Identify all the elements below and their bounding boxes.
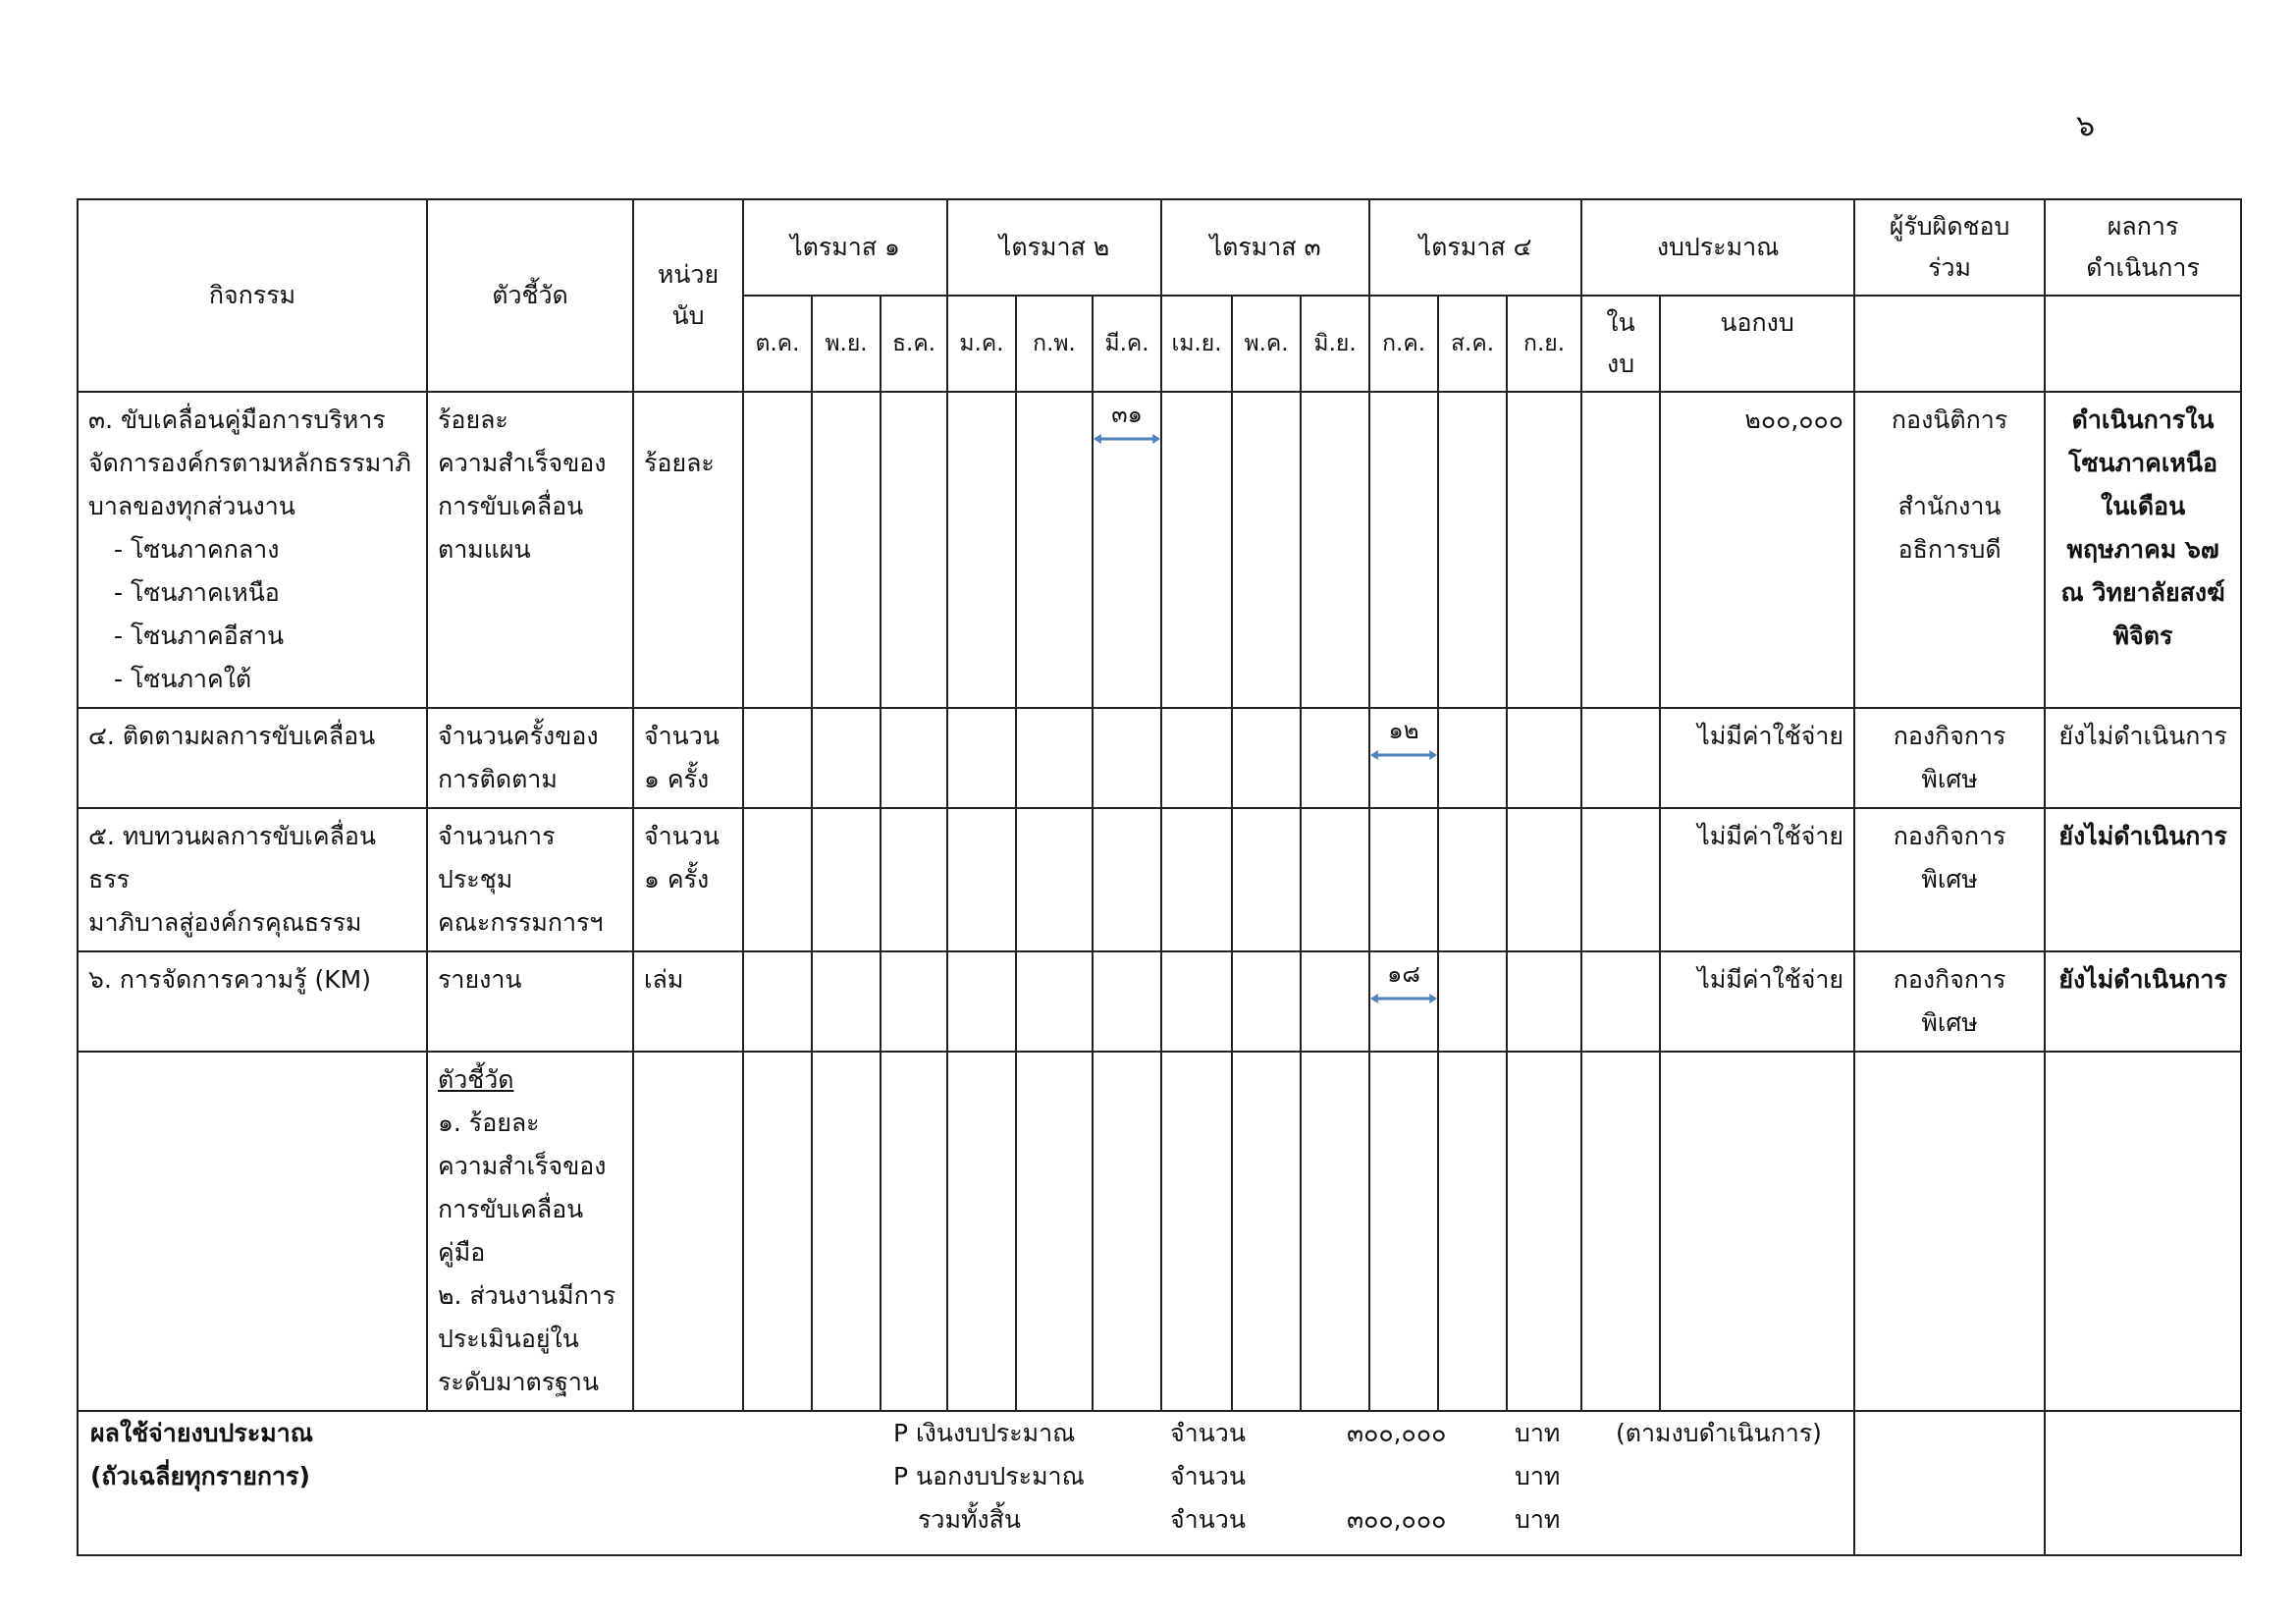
indicator-summary-row (78, 1052, 2241, 1411)
co-responsible-line: พิเศษ (1921, 765, 1978, 793)
month-cell (1016, 951, 1093, 1052)
header-quarter-4: ไตรมาส ๔ (1369, 199, 1581, 296)
unit-cell (633, 951, 743, 1052)
co-responsible-line: สำนักงาน (1897, 492, 2002, 520)
activity-cell (78, 951, 427, 1052)
header-unit-line: นับ (671, 301, 705, 330)
header-month: พ.ค. (1232, 296, 1301, 392)
indicator-line: ตามแผน (438, 535, 531, 564)
result-line: ในเดือน (2100, 492, 2186, 520)
activity-line: ๔. ติดตามผลการขับเคลื่อน (88, 722, 376, 750)
header-in-budget-line: ใน (1606, 308, 1635, 337)
schedule-arrow-icon (1370, 992, 1437, 1005)
month-cell (812, 808, 881, 951)
month-cell (1438, 951, 1507, 1052)
month-cell (1438, 708, 1507, 808)
out-budget-cell: ไม่มีค่าใช้จ่าย (1660, 951, 1854, 1052)
month-cell (1369, 708, 1438, 808)
out-budget-cell: ไม่มีค่าใช้จ่าย (1660, 808, 1854, 951)
month-cell (1016, 708, 1093, 808)
result-cell (2045, 951, 2241, 1052)
activity-plan-table (77, 198, 2242, 1556)
header-co-blank (1854, 296, 2045, 392)
unit-line: ๑ ครั้ง (644, 765, 710, 793)
header-month: ม.ค. (947, 296, 1016, 392)
co-responsible-line: กองกิจการ (1893, 965, 2006, 994)
blank-cell (881, 1052, 947, 1411)
blank-cell (1369, 1052, 1438, 1411)
result-line: โซนภาคเหนือ (2068, 449, 2217, 477)
result-line: ยังไม่ดำเนินการ (2058, 722, 2227, 750)
co-responsible-line: กองกิจการ (1893, 722, 2006, 750)
budget-line-name: รวมทั้งสิ้น (918, 1505, 1021, 1534)
month-cell (1301, 808, 1369, 951)
header-month: มิ.ย. (1301, 296, 1369, 392)
month-cell (1093, 951, 1161, 1052)
indicator-summary-cell (427, 1052, 633, 1411)
header-month: ก.ย. (1507, 296, 1581, 392)
month-cell (1507, 392, 1581, 708)
indicator-cell (427, 808, 633, 951)
blank-cell (1660, 1052, 1854, 1411)
budget-line-name: P นอกงบประมาณ (893, 1462, 1085, 1490)
blank-cell (1507, 1052, 1581, 1411)
indicator-cell (427, 951, 633, 1052)
indicator-cell (427, 708, 633, 808)
month-cell (1016, 392, 1093, 708)
schedule-day-label: ๑๘ (1387, 960, 1420, 988)
co-responsible-line: กองนิติการ (1891, 406, 2008, 434)
month-cell (1369, 951, 1438, 1052)
month-cell (1369, 808, 1438, 951)
blank-cell (1581, 1052, 1660, 1411)
result-cell (2045, 808, 2241, 951)
blank-cell (1301, 1052, 1369, 1411)
header-in-budget (1581, 296, 1660, 392)
header-month: ธ.ค. (881, 296, 947, 392)
month-cell (881, 708, 947, 808)
blank-cell (78, 1052, 427, 1411)
indicator-line: จำนวนการ (438, 822, 556, 850)
blank-cell (1854, 1411, 2045, 1555)
month-cell (1301, 951, 1369, 1052)
co-responsible-line: พิเศษ (1921, 865, 1978, 893)
result-line: พฤษภาคม ๖๗ (2066, 535, 2219, 564)
blank-cell (633, 1052, 743, 1411)
month-cell (743, 708, 812, 808)
indicator-line: ร้อยละ (438, 406, 508, 434)
header-quarter-1: ไตรมาส ๑ (743, 199, 947, 296)
indicator-summary-line: คู่มือ (438, 1238, 486, 1267)
header-month: มี.ค. (1093, 296, 1161, 392)
blank-cell (1016, 1052, 1093, 1411)
activity-line: ๓. ขับเคลื่อนคู่มือการบริหาร (88, 406, 386, 434)
header-result (2045, 199, 2241, 296)
budget-line-unit: บาท (1515, 1505, 1561, 1534)
table-row (78, 392, 2241, 708)
month-cell (1016, 808, 1093, 951)
unit-cell (633, 392, 743, 708)
month-cell (1301, 392, 1369, 708)
month-cell (1507, 808, 1581, 951)
blank-cell (2045, 1052, 2241, 1411)
activity-line: - โซนภาคอีสาน (114, 622, 285, 650)
indicator-cell (427, 392, 633, 708)
month-cell (947, 808, 1016, 951)
out-budget-cell: ๒๐๐,๐๐๐ (1660, 392, 1854, 708)
header-indicator: ตัวชี้วัด (427, 199, 633, 392)
table-row (78, 951, 2241, 1052)
budget-line-amount: ๓๐๐,๐๐๐ (1347, 1419, 1447, 1447)
month-cell (1232, 951, 1301, 1052)
co-responsible-line: กองกิจการ (1893, 822, 2006, 850)
budget-line-note: (ตามงบดำเนินการ) (1616, 1419, 1822, 1447)
result-line: ยังไม่ดำเนินการ (2058, 822, 2227, 850)
activity-line: - โซนภาคใต้ (114, 665, 252, 693)
header-result-line: ดำเนินการ (2086, 253, 2200, 282)
header-month: ส.ค. (1438, 296, 1507, 392)
schedule-day-label: ๓๑ (1111, 401, 1143, 428)
month-cell (1438, 808, 1507, 951)
indicator-summary-line: ความสำเร็จของ (438, 1152, 607, 1180)
month-cell (1093, 808, 1161, 951)
header-activity: กิจกรรม (78, 199, 427, 392)
header-co-responsible (1854, 199, 2045, 296)
indicator-line: จำนวนครั้งของ (438, 722, 599, 750)
month-cell (743, 808, 812, 951)
budget-summary-label: ผลใช้จ่ายงบประมาณ (90, 1419, 313, 1447)
result-line: พิจิตร (2112, 622, 2173, 650)
month-cell (881, 808, 947, 951)
schedule-arrow-icon (1370, 748, 1437, 762)
activity-line: - โซนภาคกลาง (114, 535, 280, 564)
header-unit (633, 199, 743, 392)
indicator-line: ความสำเร็จของ (438, 449, 607, 477)
indicator-summary-line: การขับเคลื่อน (438, 1195, 584, 1223)
indicator-line: คณะกรรมการฯ (438, 908, 604, 937)
month-cell (743, 392, 812, 708)
month-cell (1161, 392, 1232, 708)
unit-line: ร้อยละ (644, 449, 715, 477)
budget-line-word: จำนวน (1170, 1462, 1246, 1490)
month-cell (1507, 708, 1581, 808)
month-cell (812, 392, 881, 708)
header-in-budget-line: งบ (1607, 350, 1635, 378)
header-quarter-3: ไตรมาส ๓ (1161, 199, 1369, 296)
budget-summary-row (78, 1411, 2241, 1555)
blank-cell (1093, 1052, 1161, 1411)
in-budget-cell (1581, 708, 1660, 808)
activity-line: จัดการองค์กรตามหลักธรรมาภิ (88, 449, 411, 477)
blank-cell (1232, 1052, 1301, 1411)
header-result-blank (2045, 296, 2241, 392)
budget-line-amount: ๓๐๐,๐๐๐ (1347, 1505, 1447, 1534)
blank-cell (2045, 1411, 2241, 1555)
result-line: ณ วิทยาลัยสงฆ์ (2060, 578, 2225, 607)
activity-cell (78, 808, 427, 951)
activity-line: - โซนภาคเหนือ (114, 578, 280, 607)
in-budget-cell (1581, 392, 1660, 708)
indicator-summary-line: ประเมินอยู่ใน (438, 1325, 579, 1353)
budget-line-unit: บาท (1515, 1462, 1561, 1490)
result-line: ยังไม่ดำเนินการ (2058, 965, 2227, 994)
month-cell (812, 951, 881, 1052)
activity-line: บาลของทุกส่วนงาน (88, 492, 295, 520)
unit-line: จำนวน (644, 722, 720, 750)
indicator-summary-line: ๒. ส่วนงานมีการ (438, 1281, 616, 1310)
blank-cell (1438, 1052, 1507, 1411)
header-result-line: ผลการ (2107, 212, 2179, 241)
month-cell (947, 951, 1016, 1052)
indicator-line: การติดตาม (438, 765, 558, 793)
activity-line: ๕. ทบทวนผลการขับเคลื่อนธรร (88, 822, 376, 893)
co-responsible-cell (1854, 951, 2045, 1052)
month-cell (1232, 808, 1301, 951)
header-month: พ.ย. (812, 296, 881, 392)
budget-line-word: จำนวน (1170, 1505, 1246, 1534)
co-responsible-cell (1854, 708, 2045, 808)
header-month: ก.พ. (1016, 296, 1093, 392)
month-cell (1093, 392, 1161, 708)
budget-line-unit: บาท (1515, 1419, 1561, 1447)
activity-line: มาภิบาลสู่องค์กรคุณธรรม (88, 908, 362, 937)
indicator-line: การขับเคลื่อน (438, 492, 584, 520)
indicator-summary-line: ระดับมาตรฐาน (438, 1368, 600, 1396)
unit-line: จำนวน (644, 822, 720, 850)
indicator-summary-title: ตัวชี้วัด (438, 1065, 514, 1094)
month-cell (1369, 392, 1438, 708)
month-cell (1232, 708, 1301, 808)
co-responsible-line: อธิการบดี (1897, 535, 2002, 564)
activity-cell (78, 392, 427, 708)
blank-cell (1161, 1052, 1232, 1411)
out-budget-cell: ไม่มีค่าใช้จ่าย (1660, 708, 1854, 808)
blank-cell (743, 1052, 812, 1411)
unit-cell (633, 808, 743, 951)
budget-summary-label: (ถัวเฉลี่ยทุกรายการ) (90, 1462, 310, 1490)
in-budget-cell (1581, 951, 1660, 1052)
budget-summary-cell (78, 1411, 1854, 1555)
header-co-line: ผู้รับผิดชอบ (1889, 212, 2010, 241)
month-cell (1438, 392, 1507, 708)
month-cell (1301, 708, 1369, 808)
month-cell (1161, 808, 1232, 951)
month-cell (1507, 951, 1581, 1052)
unit-line: ๑ ครั้ง (644, 865, 710, 893)
co-responsible-cell (1854, 392, 2045, 708)
table-row (78, 808, 2241, 951)
header-quarter-2: ไตรมาส ๒ (947, 199, 1161, 296)
month-cell (1161, 951, 1232, 1052)
indicator-summary-line: ๑. ร้อยละ (438, 1109, 540, 1137)
month-cell (947, 708, 1016, 808)
activity-line: ๖. การจัดการความรู้ (KM) (88, 965, 371, 994)
indicator-line: รายงาน (438, 965, 522, 994)
header-budget: งบประมาณ (1581, 199, 1854, 296)
month-cell (1093, 708, 1161, 808)
co-responsible-line: พิเศษ (1921, 1008, 1978, 1037)
in-budget-cell (1581, 808, 1660, 951)
unit-cell (633, 708, 743, 808)
page-number: ๖ (2076, 109, 2096, 143)
unit-line (644, 399, 732, 442)
activity-cell (78, 708, 427, 808)
month-cell (1161, 708, 1232, 808)
result-cell (2045, 392, 2241, 708)
header-out-budget: นอกงบ (1660, 296, 1854, 392)
blank-cell (812, 1052, 881, 1411)
header-month: เม.ย. (1161, 296, 1232, 392)
blank-cell (1854, 1052, 2045, 1411)
schedule-arrow-icon (1094, 432, 1160, 446)
budget-line-word: จำนวน (1170, 1419, 1246, 1447)
header-month: ต.ค. (743, 296, 812, 392)
table-row (78, 708, 2241, 808)
result-cell (2045, 708, 2241, 808)
month-cell (812, 708, 881, 808)
month-cell (1232, 392, 1301, 708)
header-month: ก.ค. (1369, 296, 1438, 392)
result-line: ดำเนินการใน (2071, 406, 2215, 434)
month-cell (881, 392, 947, 708)
header-co-line: ร่วม (1928, 253, 1972, 282)
co-responsible-cell (1854, 808, 2045, 951)
indicator-line: ประชุม (438, 865, 513, 893)
blank-cell (947, 1052, 1016, 1411)
budget-line-name: P เงินงบประมาณ (893, 1419, 1076, 1447)
month-cell (743, 951, 812, 1052)
co-responsible-line (1865, 442, 2034, 485)
month-cell (881, 951, 947, 1052)
month-cell (947, 392, 1016, 708)
header-unit-line: หน่วย (657, 260, 720, 289)
unit-line: เล่ม (644, 965, 684, 994)
schedule-day-label: ๑๒ (1388, 717, 1419, 744)
